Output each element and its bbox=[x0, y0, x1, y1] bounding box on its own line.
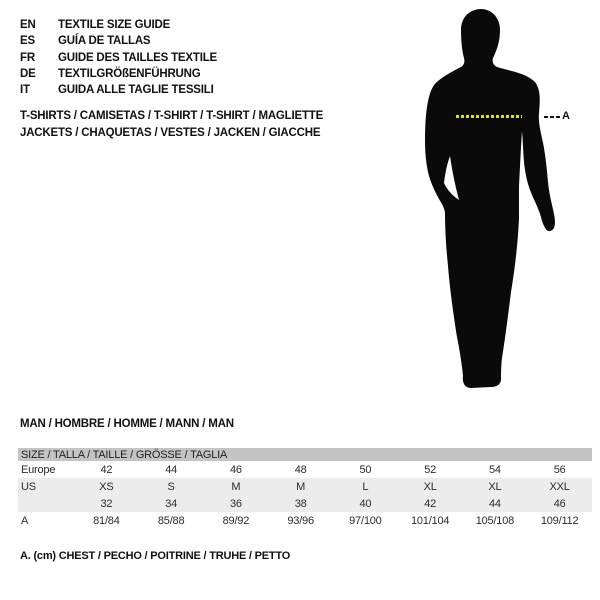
language-title: GUIDA ALLE TAGLIE TESSILI bbox=[58, 84, 214, 97]
table-cell: 42 bbox=[398, 495, 463, 512]
table-header-cell: SIZE / TALLA / TAILLE / GRÖSSE / TAGLIA bbox=[18, 448, 592, 461]
table-cell: M bbox=[268, 478, 333, 495]
table-cell: M bbox=[204, 478, 269, 495]
table-cell: 32 bbox=[74, 495, 139, 512]
table-cell: 46 bbox=[527, 495, 592, 512]
language-code: ES bbox=[20, 35, 35, 48]
table-cell: 81/84 bbox=[93, 514, 120, 527]
row-label: Europe bbox=[21, 463, 56, 476]
table-cell: 109/112 bbox=[540, 514, 579, 527]
language-title: GUIDE DES TAILLES TEXTILE bbox=[58, 51, 217, 64]
measure-label-a: A bbox=[562, 110, 570, 122]
table-row-us bbox=[18, 478, 592, 495]
table-cell: 93/96 bbox=[287, 514, 314, 527]
table-cell: 89/92 bbox=[222, 514, 250, 527]
table-cell: 38 bbox=[268, 495, 333, 512]
table-cell: 40 bbox=[333, 495, 398, 512]
table-cell: 50 bbox=[359, 463, 372, 476]
section-title-man: MAN / HOMBRE / HOMME / MANN / MAN bbox=[20, 418, 234, 430]
table-cell: S bbox=[139, 478, 204, 495]
table-row-uk bbox=[18, 495, 592, 512]
man-silhouette bbox=[425, 9, 555, 388]
category-jackets: JACKETS / CHAQUETAS / VESTES / JACKEN / GIACCHE bbox=[20, 126, 321, 139]
row-label bbox=[18, 495, 74, 512]
table-cell: 36 bbox=[204, 495, 269, 512]
language-title: GUÍA DE TALLAS bbox=[58, 35, 151, 48]
language-code: EN bbox=[20, 19, 36, 31]
table-cell: 34 bbox=[139, 495, 204, 512]
language-title: TEXTILE SIZE GUIDE bbox=[58, 19, 171, 31]
table-cell: 85/88 bbox=[157, 514, 185, 527]
table-cell: XS bbox=[74, 478, 139, 495]
table-cell: 44 bbox=[463, 495, 528, 512]
table-cell: 54 bbox=[488, 463, 501, 476]
table-cell: XL bbox=[398, 478, 463, 495]
table-row-europe bbox=[18, 461, 592, 478]
table-cell: XXL bbox=[527, 478, 592, 495]
category-tshirts: T-SHIRTS / CAMISETAS / T-SHIRT / T-SHIRT / MAGLIETTE bbox=[20, 110, 324, 122]
table-row-a-chest bbox=[18, 512, 592, 529]
language-title: TEXTILGRÖßENFÜHRUNG bbox=[58, 67, 201, 80]
table-cell: 44 bbox=[165, 463, 178, 476]
size-table bbox=[18, 448, 592, 529]
table-cell: 101/104 bbox=[410, 514, 450, 527]
table-cell: 42 bbox=[100, 463, 113, 476]
table-cell: 52 bbox=[424, 463, 437, 476]
table-cell: 48 bbox=[294, 463, 307, 476]
row-label: US bbox=[18, 478, 74, 495]
table-cell: L bbox=[333, 478, 398, 495]
footnote-chest-measure: A. (cm) CHEST / PECHO / POITRINE / TRUHE / PETTO bbox=[20, 550, 291, 562]
language-code: IT bbox=[20, 84, 30, 97]
table-cell: 46 bbox=[229, 463, 242, 476]
table-cell: 105/108 bbox=[475, 514, 515, 527]
row-label: A bbox=[21, 514, 29, 527]
table-cell: 97/100 bbox=[349, 514, 382, 527]
table-cell: 56 bbox=[553, 463, 566, 476]
table-header-row bbox=[18, 448, 592, 461]
language-code: DE bbox=[20, 67, 36, 80]
table-cell: XL bbox=[463, 478, 528, 495]
language-code: FR bbox=[20, 51, 35, 64]
